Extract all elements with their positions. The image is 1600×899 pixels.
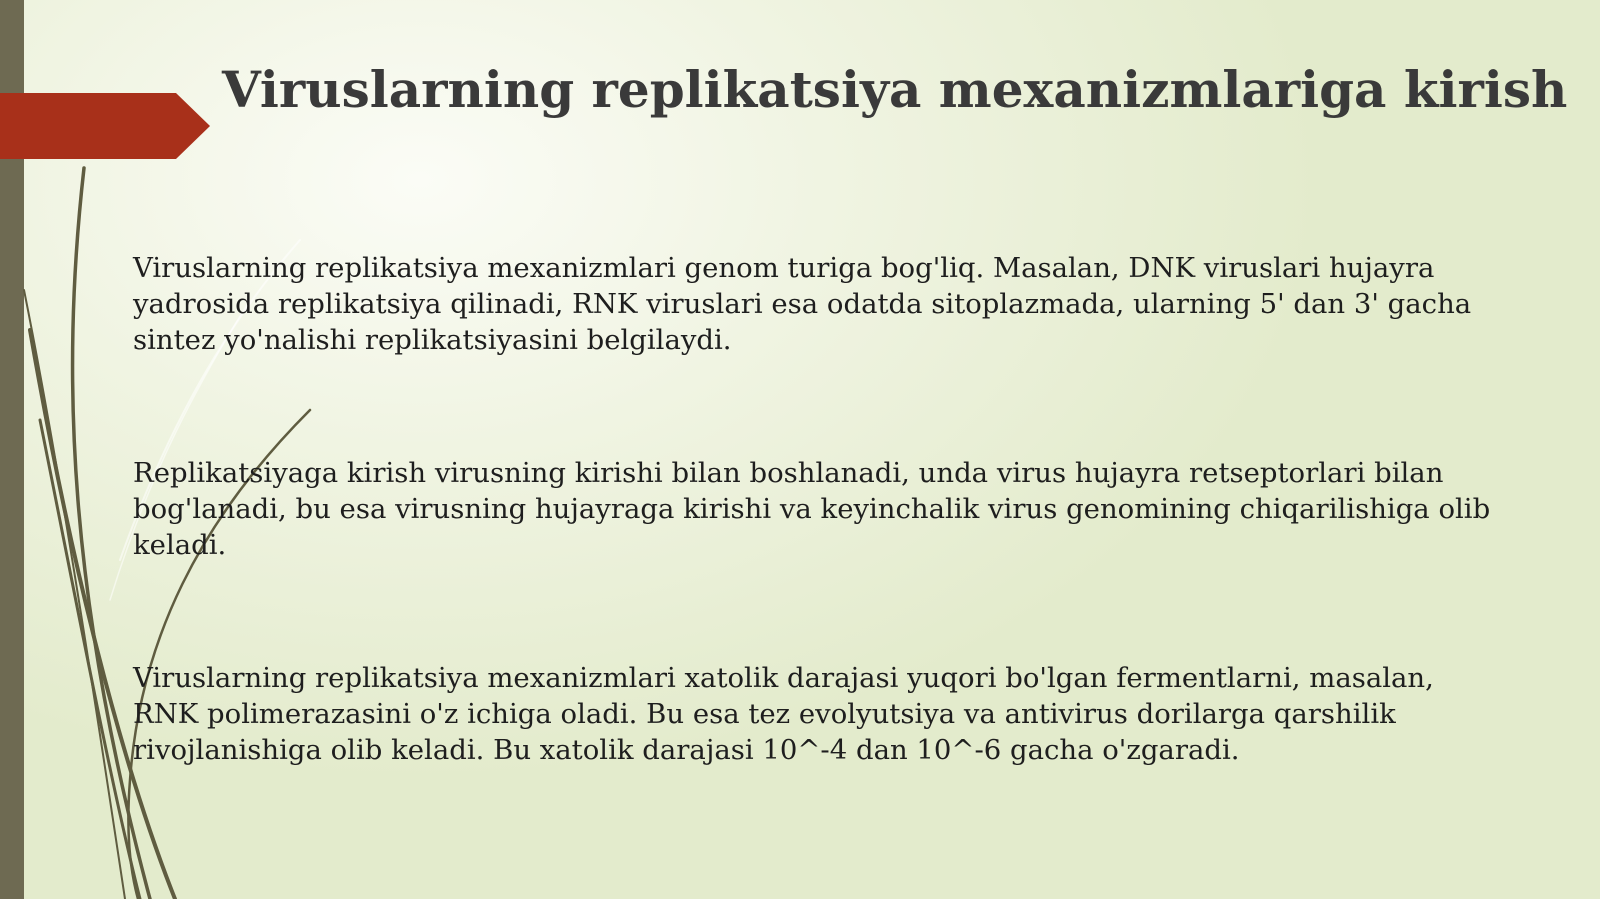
red-arrow-banner — [0, 93, 210, 159]
paragraph-error-rate: Viruslarning replikatsiya mexanizmlari xatolik darajasi yuqori bo'lgan fermentlarni, masalan, RNK polimerazasini o'z ichiga oladi. Bu esa tez evolyutsiya va antivirus dorilarga qarshilik rivojlanishiga olib keladi. Bu xatolik darajasi 10^-4 dan 10^-6 gacha o'zgaradi. — [133, 662, 1434, 766]
slide-title: Viruslarning replikatsiya mexanizmlariga kirish — [222, 60, 1568, 119]
paragraph-genome-replication: Viruslarning replikatsiya mexanizmlari genom turiga bog'liq. Masalan, DNK viruslari hujayra yadrosida replikatsiya qilinadi, RNK viruslari esa odatda sitoplazmada, ularning 5' dan 3' gacha sintez yo'nalishi replikatsiyasini belgilaydi. — [133, 252, 1472, 356]
paragraph-virus-entry: Replikatsiyaga kirish virusning kirishi bilan boshlanadi, unda virus hujayra retseptorlari bilan bog'lanadi, bu esa virusning hujayraga kirishi va keyinchalik virus genomining chiqarilishiga olib keladi. — [133, 457, 1491, 561]
